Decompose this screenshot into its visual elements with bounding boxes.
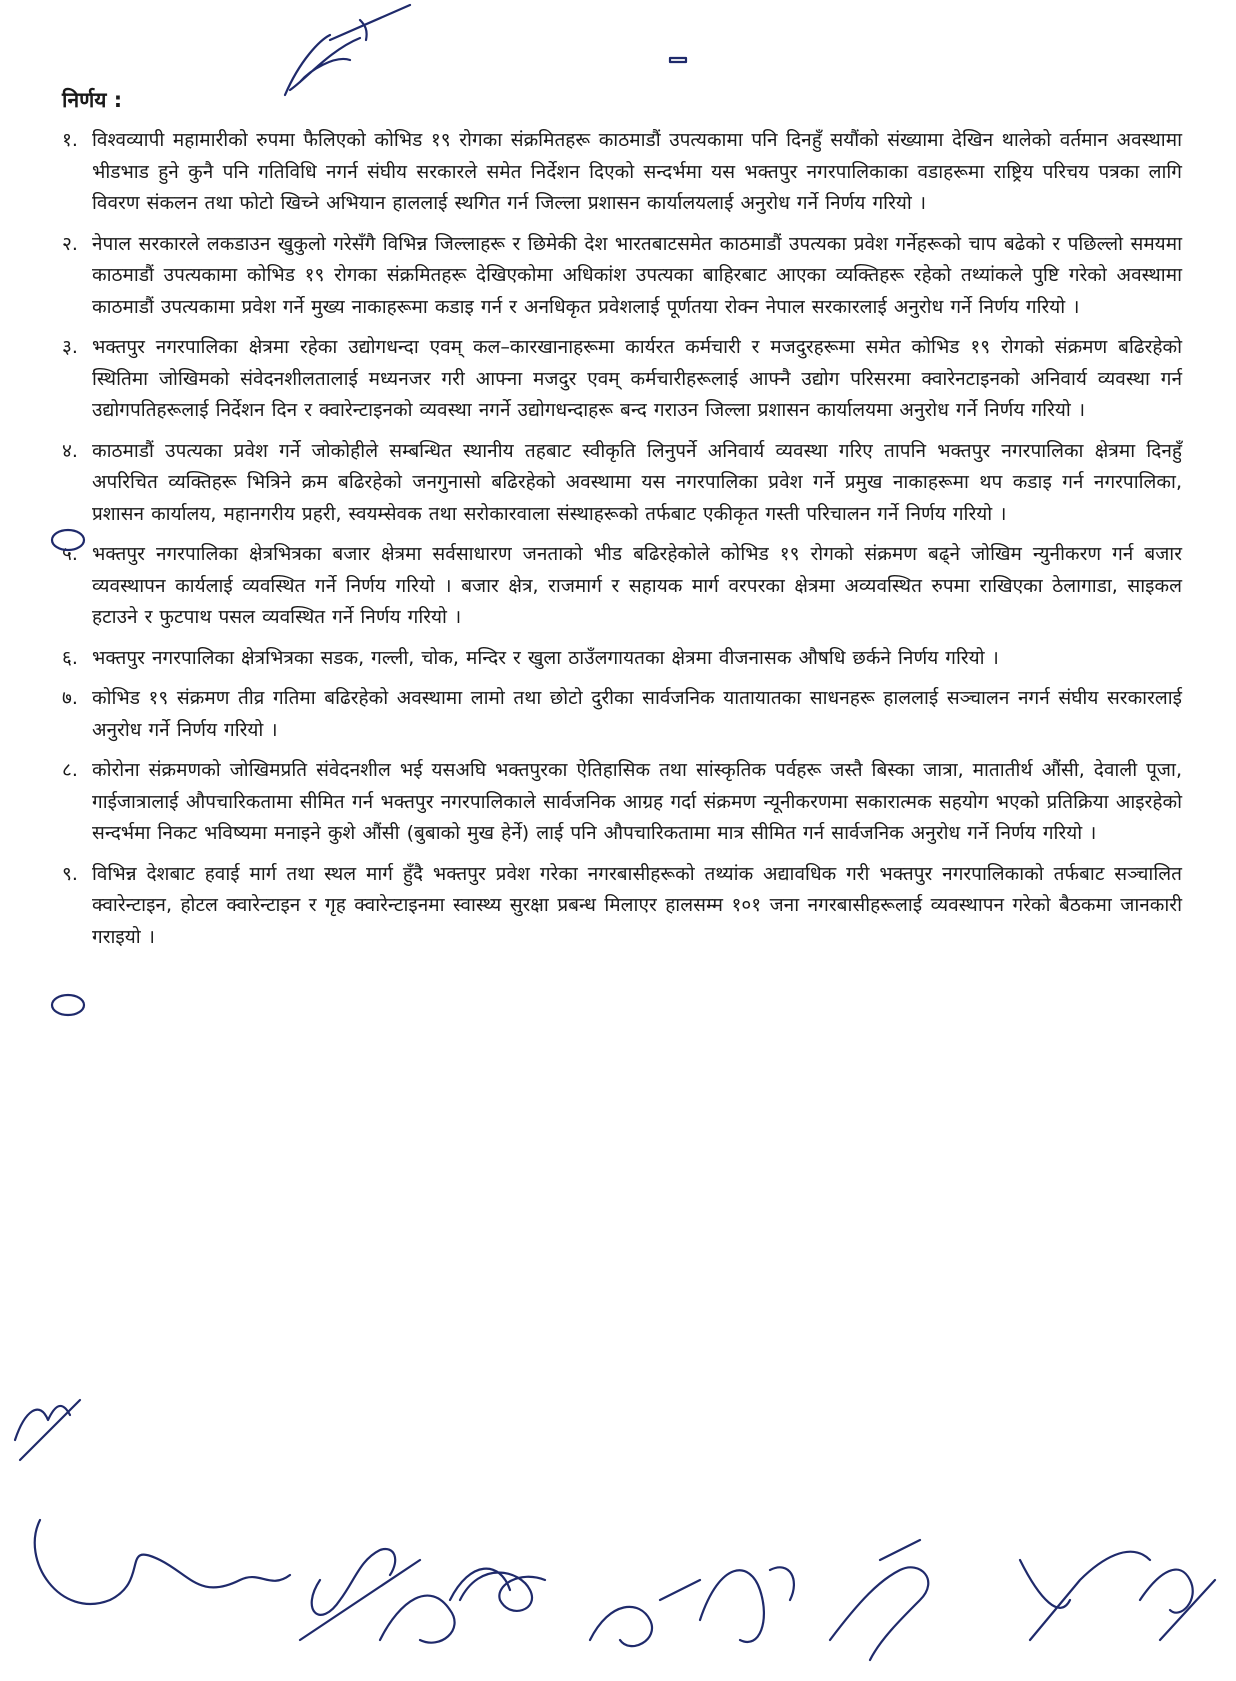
top-initial-signature bbox=[285, 5, 410, 95]
decision-item-3 bbox=[62, 332, 1182, 427]
decision-item-1 bbox=[62, 125, 1182, 220]
decision-item-9 bbox=[62, 859, 1182, 954]
decision-number: ७. bbox=[62, 687, 78, 709]
decision-item-7 bbox=[62, 683, 1182, 746]
member-signature-3 bbox=[380, 1569, 510, 1643]
decision-text: भक्तपुर नगरपालिका क्षेत्रमा रहेका उद्योगधन्दा एवम् कल–कारखानाहरूमा कार्यरत कर्मचारी र मजदुरहरूमा समेत कोभिड १९ रोगको संक्रमण बढिरहेको स्थितिमा जोखिमको संवेदनशीलतालाई मध्यनजर गरी आफ्ना मजदुर एवम् कर्मचारीहरूलाई आफ्नै उद्योग परिसरमा क्वारेनटाइनको अनिवार्य व्यवस्था गर्न उद्योगपतिहरूलाई निर्देशन दिन र क्वारेन्टाइनको व्यवस्था नगर्ने उद्योगधन्दाहरू बन्द गराउन जिल्ला प्रशासन कार्यालयमा अनुरोध गर्ने निर्णय गरियो । bbox=[92, 336, 1182, 421]
member-signature-7 bbox=[830, 1540, 928, 1660]
decision-text: भक्तपुर नगरपालिका क्षेत्रभित्रका बजार क्षेत्रमा सर्वसाधारण जनताको भीड बढिरहेकोले कोभिड १९ रोगको संक्रमण बढ्ने जोखिम न्युनीकरण गर्न बजार व्यवस्थापन कार्यलाई व्यवस्थित गर्ने निर्णय गरियो । बजार क्षेत्र, राजमार्ग र सहायक मार्ग वरपरका क्षेत्रमा अव्यवस्थित रुपमा राखिएका ठेलागाडा, साइकल हटाउने र फुटपाथ पसल व्यवस्थित गर्ने निर्णय गरियो । bbox=[92, 543, 1182, 628]
punch-hole bbox=[52, 995, 84, 1015]
decision-number: ३. bbox=[62, 336, 78, 358]
member-signature-5 bbox=[590, 1580, 700, 1646]
margin-initial-signature bbox=[15, 1400, 80, 1460]
decision-item-6 bbox=[62, 643, 1182, 675]
decision-item-8 bbox=[62, 755, 1182, 850]
member-signature-8 bbox=[1020, 1552, 1150, 1640]
decision-text: नेपाल सरकारले लकडाउन खुकुलो गरेसँगै विभिन्न जिल्लाहरू र छिमेकी देश भारतबाटसमेत काठमाडौं उपत्यका प्रवेश गर्नेहरूको चाप बढेको र पछिल्लो समयमा काठमाडौं उपत्यकामा कोभिड १९ रोगका संक्रमितहरू देखिएकोमा अधिकांश उपत्यका बाहिरबाट आएका व्यक्तिहरू रहेको तथ्यांकले पुष्टि गरेको अवस्थामा काठमाडौं उपत्यकामा प्रवेश गर्ने मुख्य नाकाहरूमा कडाइ गर्न र अनधिकृत प्रवेशलाई पूर्णतया रोक्न नेपाल सरकारलाई अनुरोध गर्ने निर्णय गरियो । bbox=[92, 232, 1182, 318]
decision-item-4 bbox=[62, 436, 1182, 531]
decision-number: २. bbox=[62, 232, 78, 255]
decision-list bbox=[62, 125, 1182, 962]
member-signature-4 bbox=[460, 1573, 545, 1611]
decision-text: काठमाडौं उपत्यका प्रवेश गर्ने जोकोहीले सम्बन्धित स्थानीय तहबाट स्वीकृति लिनुपर्ने अनिवार्य व्यवस्था गरिए तापनि भक्तपुर नगरपालिका क्षेत्रमा दिनहुँ अपरिचित व्यक्तिहरू भित्रिने क्रम बढिरहेको जनगुनासो बढिरहेको अवस्थामा यस नगरपालिका प्रवेश गर्ने प्रमुख नाकाहरूमा थप कडाइ गर्न नगरपालिका, प्रशासन कार्यालय, महानगरीय प्रहरी, स्वयम्सेवक तथा सरोकारवाला संस्थाहरूको तर्फबाट एकीकृत गस्ती परिचालन गर्ने निर्णय गरियो । bbox=[92, 439, 1182, 525]
decision-item-5 bbox=[62, 539, 1182, 634]
member-signature-6 bbox=[700, 1567, 794, 1642]
member-signature-9 bbox=[1140, 1570, 1215, 1640]
decision-number: ४. bbox=[62, 439, 78, 462]
decision-number: ५. bbox=[62, 543, 78, 565]
decision-number: ८. bbox=[62, 759, 78, 781]
member-signature-2 bbox=[300, 1549, 420, 1640]
decision-text: विश्वव्यापी महामारीको रुपमा फैलिएको कोभिड १९ रोगका संक्रमितहरू काठमाडौं उपत्यकामा पनि दिनहुँ सयौंको संख्यामा देखिन थालेको वर्तमान अवस्थामा भीडभाड हुने कुनै पनि गतिविधि नगर्न संघीय सरकारले समेत निर्देशन दिएको सन्दर्भमा यस भक्तपुर नगरपालिकाका वडाहरूमा राष्ट्रिय परिचय पत्रका लागि विवरण संकलन तथा फोटो खिच्ने अभियान हाललाई स्थगित गर्न जिल्ला प्रशासन कार्यालयलाई अनुरोध गर्ने निर्णय गरियो । bbox=[92, 129, 1182, 214]
decision-number: ६. bbox=[62, 646, 78, 669]
member-signature-1 bbox=[35, 1520, 290, 1604]
decision-text: कोभिड १९ संक्रमण तीव्र गतिमा बढिरहेको अवस्थामा लामो तथा छोटो दुरीका सार्वजनिक यातायातका साधनहरू हाललाई सञ्चालन नगर्न संघीय सरकारलाई अनुरोध गर्ने निर्णय गरियो । bbox=[92, 687, 1182, 741]
decision-text: भक्तपुर नगरपालिका क्षेत्रभित्रका सडक, गल्ली, चोक, मन्दिर र खुला ठाउँलगायतका क्षेत्रमा वीजनासक औषधि छर्कने निर्णय गरियो । bbox=[92, 646, 999, 669]
ink-mark bbox=[670, 58, 686, 62]
decision-item-2 bbox=[62, 229, 1182, 324]
decision-text: कोरोना संक्रमणको जोखिमप्रति संवेदनशील भई यसअघि भक्तपुरका ऐतिहासिक तथा सांस्कृतिक पर्वहरू जस्तै बिस्का जात्रा, मातातीर्थ औंसी, देवाली पूजा, गाईजात्रालाई औपचारिकतामा सीमित गर्न भक्तपुर नगरपालिकाले सार्वजनिक आग्रह गर्दा संक्रमण न्यूनीकरणमा सकारात्मक सहयोग भएको प्रतिक्रिया आइरहेको सन्दर्भमा निकट भविष्यमा मनाइने कुशे औंसी (बुबाको मुख हेर्ने) लाई पनि औपचारिकतामा मात्र सीमित गर्न सार्वजनिक अनुरोध गर्ने निर्णय गरियो । bbox=[92, 759, 1182, 844]
decisions-heading: निर्णय : bbox=[62, 88, 123, 112]
decision-number: १. bbox=[62, 129, 78, 151]
decision-number: ९. bbox=[62, 862, 78, 885]
decision-text: विभिन्न देशबाट हवाई मार्ग तथा स्थल मार्ग हुँदै भक्तपुर प्रवेश गरेका नगरबासीहरूको तथ्यांक अद्यावधिक गरी भक्तपुर नगरपालिकाको तर्फबाट सञ्चालित क्वारेन्टाइन, होटल क्वारेन्टाइन र गृह क्वारेन्टाइनमा स्वास्थ्य सुरक्षा प्रबन्ध मिलाएर हालसम्म १०१ जना नगरबासीहरूलाई व्यवस्थापन गरेको बैठकमा जानकारी गराइयो । bbox=[92, 862, 1182, 948]
